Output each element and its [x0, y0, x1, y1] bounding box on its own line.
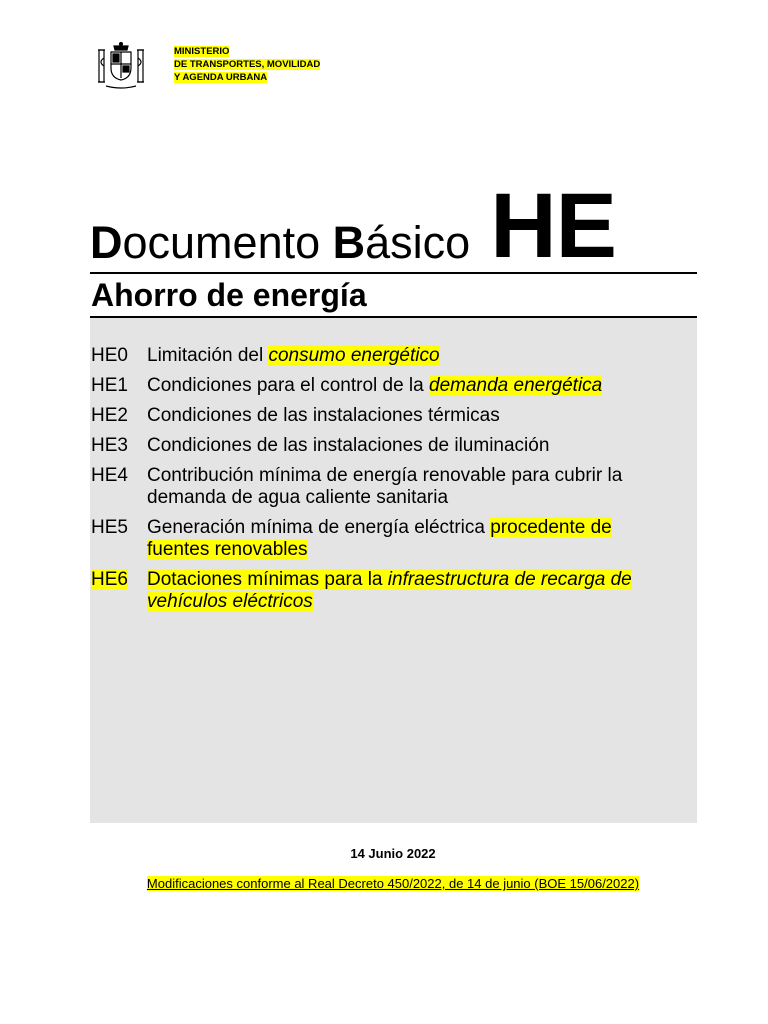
ministry-line-3: Y AGENDA URBANA	[174, 72, 268, 83]
contents-item-he5	[90, 517, 697, 561]
document-title	[90, 175, 697, 277]
item-description: Condiciones de las instalaciones de iluminación	[147, 435, 550, 456]
contents-panel	[90, 318, 697, 823]
title-word-2: ásico	[365, 217, 471, 268]
item-highlight: consumo energético	[268, 345, 440, 366]
title-code: HE	[490, 175, 616, 277]
document-subtitle: Ahorro de energía	[91, 277, 367, 313]
publication-date: 14 Junio 2022	[350, 846, 436, 861]
item-code-text: HE6	[91, 569, 128, 590]
modification-note[interactable]	[0, 876, 768, 891]
item-highlight: infraestructura de recarga de vehículos eléctricos	[147, 569, 632, 612]
contents-item-he2	[90, 405, 697, 427]
contents-item-he6	[90, 569, 697, 613]
item-highlight: procedente de fuentes renovables	[147, 517, 612, 560]
coat-of-arms-icon	[96, 40, 146, 90]
document-header	[96, 40, 320, 90]
title-initial-d: D	[90, 217, 123, 268]
item-code: HE4	[91, 465, 128, 486]
item-description: Contribución mínima de energía renovable para cubrir la demanda de agua caliente sanitaria	[147, 465, 623, 508]
item-description	[147, 345, 675, 367]
item-code: HE0	[91, 345, 128, 366]
contents-item-he3	[90, 435, 697, 457]
item-description	[147, 569, 675, 613]
ministry-line-1: MINISTERIO	[174, 46, 230, 57]
contents-item-he4	[90, 465, 697, 509]
title-block	[90, 175, 697, 823]
ministry-name	[174, 45, 320, 84]
item-code: HE5	[91, 517, 128, 538]
item-code: HE1	[91, 375, 128, 396]
item-code: HE2	[91, 405, 128, 426]
item-code	[90, 569, 147, 613]
item-text: Condiciones para el control de la	[147, 375, 430, 396]
title-word-1: ocumento	[122, 217, 333, 268]
item-text: Dotaciones mínimas para la	[147, 569, 388, 590]
contents-item-he1	[90, 375, 697, 397]
item-description	[147, 375, 675, 397]
contents-item-he0	[90, 345, 697, 367]
modification-note-text[interactable]: Modificaciones conforme al Real Decreto 450/2022, de 14 de junio (BOE 15/06/2022)	[146, 876, 640, 891]
item-description	[147, 517, 675, 561]
item-description: Condiciones de las instalaciones térmicas	[147, 405, 500, 426]
title-initial-b: B	[332, 217, 366, 268]
item-text: Generación mínima de energía eléctrica	[147, 517, 491, 538]
title-text	[90, 218, 470, 268]
item-text: Limitación del	[147, 345, 269, 366]
item-highlight: demanda energética	[429, 375, 603, 396]
item-code: HE3	[91, 435, 128, 456]
ministry-line-2: DE TRANSPORTES, MOVILIDAD	[174, 59, 321, 70]
